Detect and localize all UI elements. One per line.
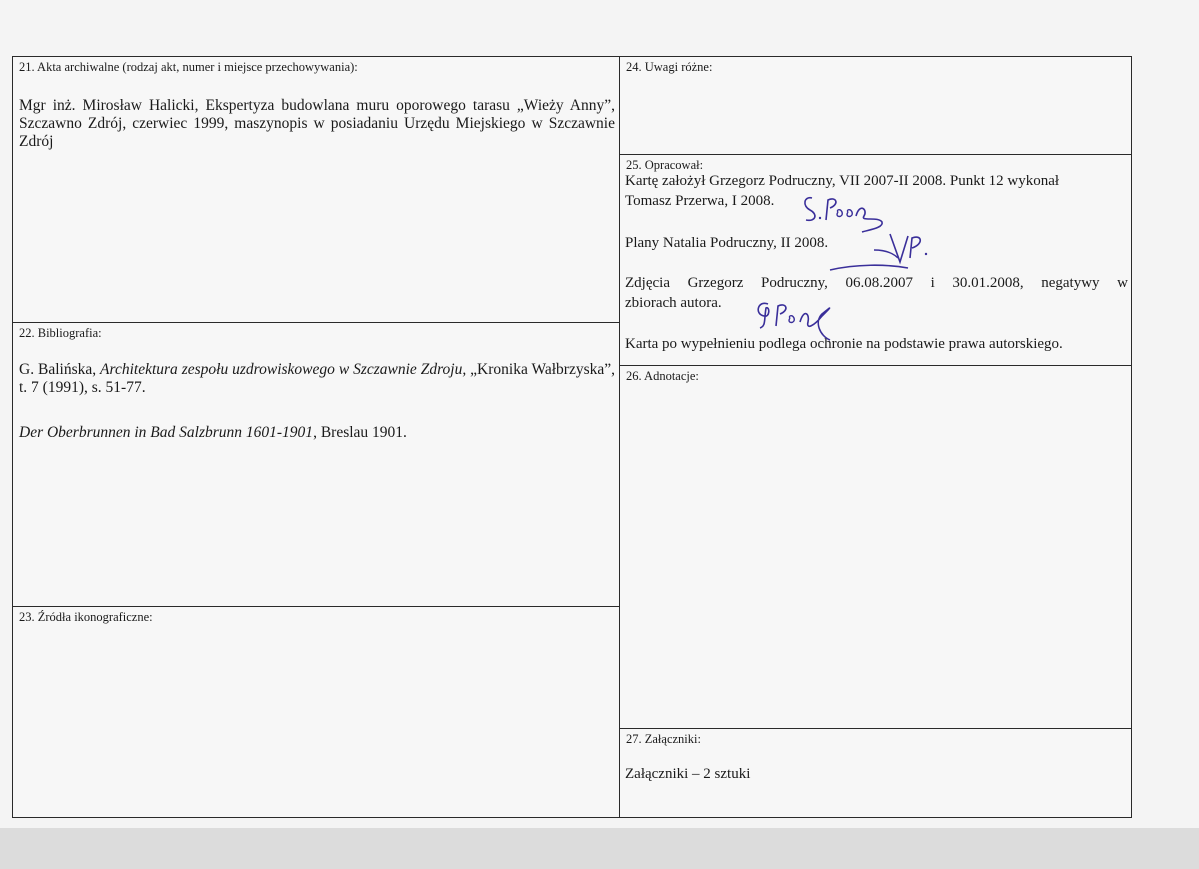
section-23-label: 23. Źródła ikonograficzne: <box>19 610 153 624</box>
attachments-text: Załączniki – 2 sztuki <box>625 766 751 782</box>
prepared-photos-line-1: Zdjęcia Grzegorz Podruczny, 06.08.2007 i 30.01.2008, negatywy w <box>625 275 1128 291</box>
section-26-annotations <box>619 365 1132 729</box>
prepared-plans: Plany Natalia Podruczny, II 2008. <box>625 235 829 251</box>
prepared-line-1: Kartę założył Grzegorz Podruczny, VII 2007-II 2008. Punkt 12 wykonał <box>625 173 1060 189</box>
section-22-label: 22. Bibliografia: <box>19 326 102 340</box>
section-24-label: 24. Uwagi różne: <box>626 60 713 74</box>
prepared-line-2: Tomasz Przerwa, I 2008. <box>625 193 775 209</box>
section-24-various-notes <box>619 56 1132 155</box>
sheet-edge <box>0 828 1199 869</box>
section-21-archival-records <box>12 56 620 323</box>
section-23-iconographic-sources <box>12 606 620 818</box>
bibliography-entry-1-title: Architektura zespołu uzdrowiskowego w Szczawnie Zdroju, <box>100 361 467 378</box>
bibliography-entry-1-rest: „Kronika Wałbrzyska”, t. 7 (1991), s. 51-77. <box>19 361 615 396</box>
signature-3-image <box>752 296 842 344</box>
signature-2-image <box>826 228 936 278</box>
bibliography-entry-1 <box>19 361 615 397</box>
section-25-label: 25. Opracował: <box>626 158 704 172</box>
section-21-label: 21. Akta archiwalne (rodzaj akt, numer i miejsce przechowywania): <box>19 60 358 74</box>
bibliography-entry-2 <box>19 424 615 442</box>
section-21-text: Mgr inż. Mirosław Halicki, Ekspertyza budowlana muru oporowego tarasu „Wieży Anny”, Szczawno Zdrój, czerwiec 1999, maszynopis w posiadaniu Urzędu Miejskiego w Szczawnie Zdrój <box>19 97 615 150</box>
bibliography-entry-1-author: G. Balińska, <box>19 361 97 378</box>
section-26-label: 26. Adnotacje: <box>626 369 699 383</box>
section-27-attachments <box>619 728 1132 818</box>
bibliography-entry-2-title: Der Oberbrunnen in Bad Salzbrunn 1601-1901 <box>19 424 314 441</box>
prepared-copyright: Karta po wypełnieniu podlega ochronie na podstawie prawa autorskiego. <box>625 336 1063 352</box>
prepared-photos-line-2: zbiorach autora. <box>625 295 722 311</box>
section-22-bibliography <box>12 322 620 607</box>
section-27-label: 27. Załączniki: <box>626 732 701 746</box>
bibliography-entry-2-rest: , Breslau 1901. <box>313 424 407 441</box>
